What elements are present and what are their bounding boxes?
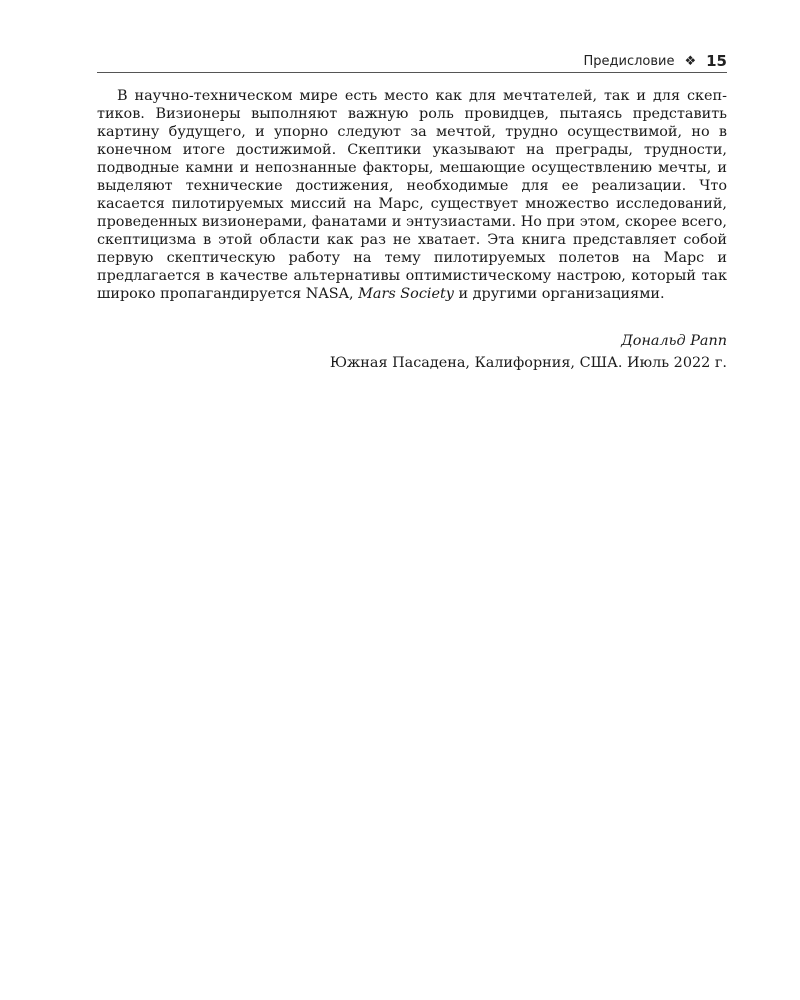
page-number: 15 bbox=[706, 52, 727, 70]
section-title: Предисловие bbox=[583, 53, 675, 69]
preface-paragraph bbox=[97, 87, 727, 303]
paragraph-text-end: и другими организациями. bbox=[453, 286, 665, 302]
paragraph-text-start: В научно-техническом мире есть место как для мечтателей, так и для скептиков. Визионеры выполняют важную роль провидцев, пытаясь представить картину будущего, и упорно следуют за мечтой, трудно осуществимой, но в конечном итоге достижимой. Скептики указывают на преграды, трудности, подводные камни и непознанные факторы, мешающие осуществлению мечты, и выделяют технические достижения, необходимые для ее реализации. Что касается пилотируемых миссий на Марс, существует множество исследований, проведенных визионерами, фанатами и энтузиастами. Но при этом, скорее всего, скептицизма в этой области как раз не хватает. Эта книга представляет собой первую скептическую работу на тему пилотируемых полетов на Марс и предлагается в качестве альтернативы оптимистическому настрою, который так широко пропагандируется NASA, bbox=[97, 88, 727, 302]
place-date: Южная Пасадена, Калифорния, США. Июль 2022 г. bbox=[329, 355, 727, 371]
running-head bbox=[97, 50, 727, 73]
preface-body bbox=[97, 87, 727, 303]
signature-block bbox=[97, 332, 727, 372]
ornament-icon: ❖ bbox=[684, 53, 697, 69]
italic-term: Mars Society bbox=[358, 286, 454, 302]
author-name: Дональд Рапп bbox=[621, 333, 727, 349]
